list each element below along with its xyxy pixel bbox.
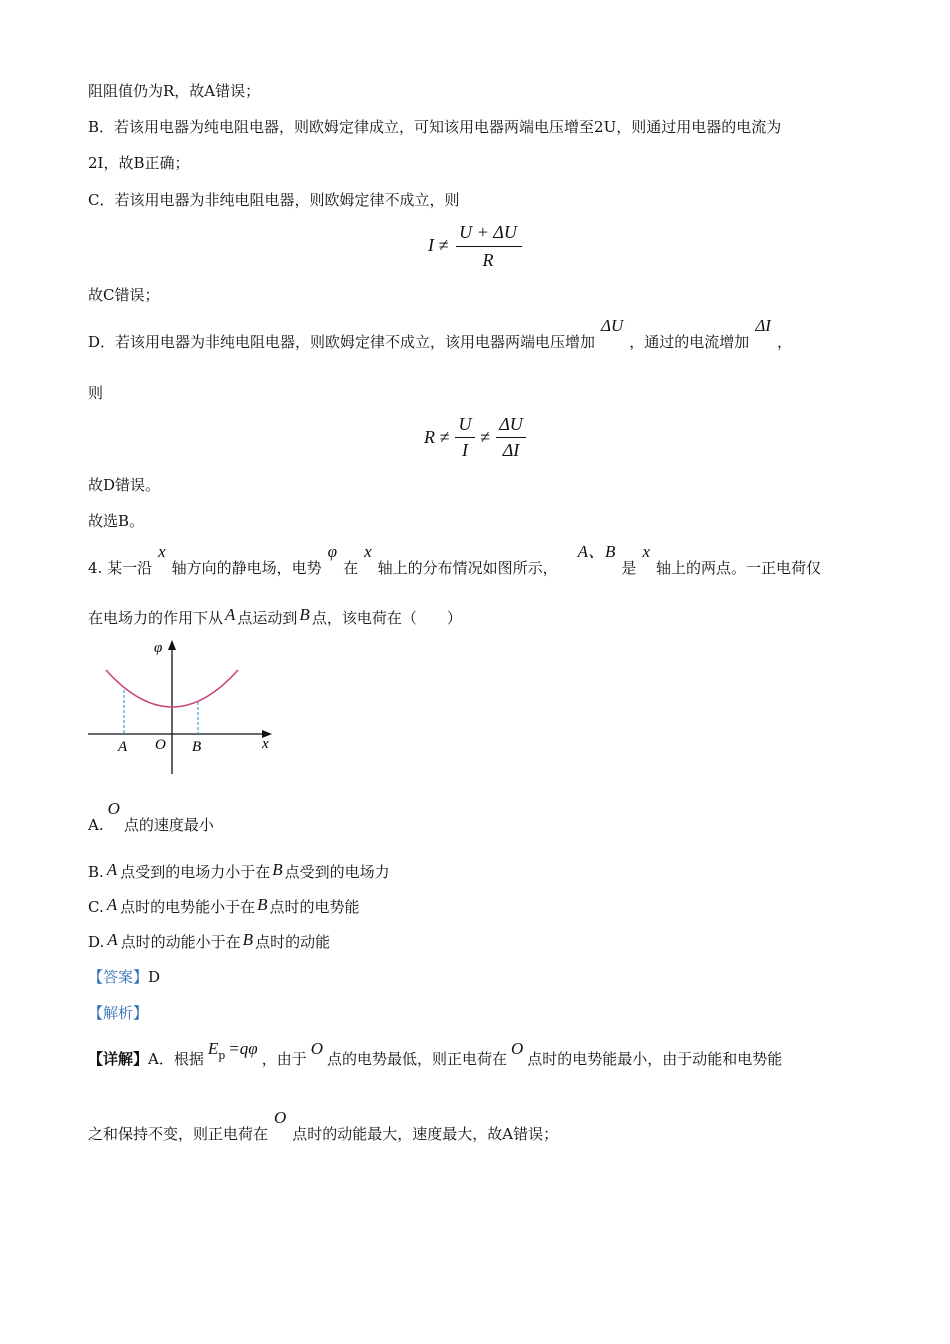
- q4-ab: A、B: [577, 542, 616, 561]
- formula-1-fraction-line: [456, 246, 522, 247]
- q4-point-a: A: [225, 605, 236, 624]
- q4-text-e: 是: [621, 559, 637, 577]
- formula-1-lhs: I ≠: [428, 235, 449, 255]
- q4-text-d: 轴上的分布情况如图所示，: [377, 559, 558, 577]
- graph-point-a-label: A: [118, 739, 128, 755]
- q4-x-2: x: [364, 542, 372, 561]
- option-c-text-1: 点时的电势能小于在: [120, 898, 256, 916]
- text-line-7: 则: [88, 384, 104, 402]
- option-c-letter: C.: [88, 898, 104, 916]
- text-line-8: 故D错误。: [88, 476, 161, 494]
- text-line-3: 2I，故B正确；: [88, 154, 190, 172]
- option-d-text-2: 点时的动能: [255, 933, 331, 951]
- formula-2-numerator-2: ΔU: [499, 414, 523, 434]
- option-c-b: B: [257, 895, 268, 914]
- formula-2-neq: ≠: [480, 427, 490, 447]
- text-line-5: 故C错误；: [88, 286, 160, 304]
- text-line-4: C．若该用电器为非纯电阻电器，则欧姆定律不成立，则: [88, 191, 460, 209]
- text-line-9: 故选B。: [88, 512, 145, 530]
- graph-point-b-label: B: [192, 739, 202, 755]
- graph-y-label: φ: [154, 640, 163, 656]
- formula-1-denominator: R: [482, 250, 494, 270]
- option-d-letter: D.: [88, 933, 105, 951]
- q4-text-b: 轴方向的静电场，电势: [171, 559, 322, 577]
- option-d-b: B: [242, 930, 254, 949]
- delta-i: ΔI: [755, 316, 771, 335]
- detail-line-2: [88, 1108, 559, 1144]
- option-a: [88, 799, 214, 835]
- q4-x-1: x: [158, 542, 166, 561]
- answer-value: D: [148, 968, 161, 986]
- option-a-o: O: [107, 799, 120, 818]
- detail-ep-subscript: p: [218, 1049, 226, 1062]
- formula-2-lhs: R ≠: [424, 427, 450, 447]
- answer-line: [88, 967, 160, 987]
- option-b-letter: B.: [88, 863, 104, 881]
- option-c-text-2: 点时的电势能: [269, 898, 360, 916]
- detail-o-2: O: [511, 1039, 524, 1058]
- option-d-a: A: [107, 930, 118, 949]
- q4-text-g3: 点，该电荷在（ ）: [311, 609, 462, 627]
- graph-origin-label: O: [155, 737, 166, 753]
- q4-text-c: 在: [343, 559, 359, 577]
- option-a-letter: A.: [88, 816, 104, 834]
- text-line-2: B．若该用电器为纯电阻电器，则欧姆定律成立，可知该用电器两端电压增至2U，则通过用电器的电流为: [88, 118, 782, 136]
- detail-o-3: O: [274, 1108, 287, 1127]
- text-line-6: [88, 316, 792, 352]
- x-axis: [88, 730, 272, 738]
- option-b-b: B: [272, 860, 283, 879]
- option-c: [88, 897, 360, 917]
- detail-text-2: ，由于: [261, 1050, 307, 1068]
- option-b-a: A: [106, 860, 118, 879]
- detail-text-3: 点的电势最低，则正电荷在: [326, 1050, 507, 1068]
- potential-graph: [86, 636, 286, 778]
- q4-x-3: x: [642, 542, 650, 561]
- option-d-text-1: 点时的动能小于在: [120, 933, 241, 951]
- formula-2-denominator-1: I: [462, 440, 468, 460]
- formula-2-fraction-line-2: [496, 437, 526, 438]
- formula-2-fraction-line-1: [455, 437, 475, 438]
- formula-1-numerator: U + ΔU: [459, 222, 517, 242]
- option-a-text: 点的速度最小: [123, 816, 214, 834]
- q4-text-a: 4. 某一沿: [88, 559, 153, 577]
- formula-2-denominator-2: ΔI: [502, 440, 520, 460]
- option-c-a: A: [106, 895, 118, 914]
- formula-2-numerator-1: U: [458, 414, 472, 434]
- detail-tag: 【详解】: [88, 1050, 149, 1068]
- detail-text-4: 点时的电势能最小，由于动能和电势能: [527, 1050, 783, 1068]
- option-b-text-1: 点受到的电场力小于在: [120, 863, 271, 881]
- detail-o-1: O: [310, 1039, 323, 1058]
- delta-u: ΔU: [601, 316, 624, 335]
- question-4-line-1: [88, 542, 821, 578]
- detail-text-1: A．根据: [148, 1050, 204, 1068]
- q4-text-g2: 点运动到: [237, 609, 298, 627]
- detail-text-6: 点时的动能最大，速度最大，故A错误；: [292, 1125, 559, 1143]
- q4-point-b: B: [299, 605, 310, 624]
- graph-x-label: x: [262, 736, 269, 752]
- q4-text-f: 轴上的两点。一正电荷仅: [655, 559, 821, 577]
- option-d: [88, 932, 330, 952]
- text-line-6-c: ，通过的电流增加: [629, 333, 750, 351]
- answer-tag: 【答案】: [88, 968, 149, 986]
- detail-ep-equation: =qφ: [228, 1039, 258, 1058]
- text-line-1: 阻阻值仍为R，故A错误；: [88, 82, 261, 100]
- text-line-6-e: ，: [776, 333, 792, 351]
- detail-ep-e: E: [207, 1039, 219, 1058]
- text-line-6-a: D．若该用电器为非纯电阻电器，则欧姆定律不成立，该用电器两端电压增加: [88, 333, 596, 351]
- analysis-tag: 【解析】: [88, 1004, 149, 1022]
- q4-phi: φ: [327, 542, 338, 561]
- question-4-line-2: [88, 605, 462, 628]
- detail-text-5: 之和保持不变，则正电荷在: [88, 1125, 269, 1143]
- option-b: [88, 862, 390, 882]
- option-b-text-2: 点受到的电场力: [284, 863, 390, 881]
- q4-text-g1: 在电场力的作用下从: [88, 609, 224, 627]
